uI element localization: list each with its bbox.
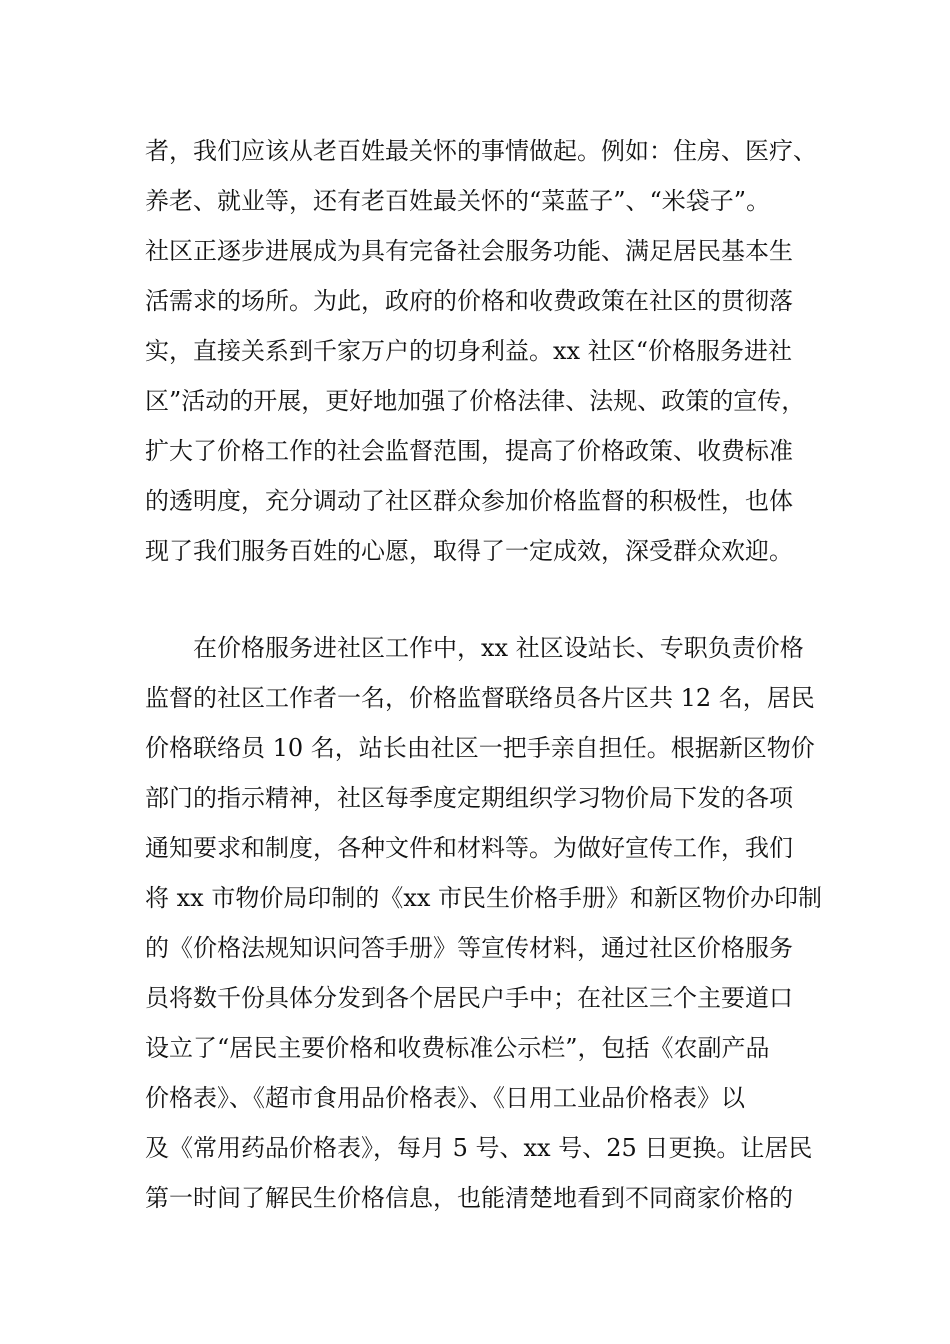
- text-line: 养老、就业等，还有老百姓最关怀的“菜蓝子”、“米袋子”。: [145, 187, 771, 215]
- text-line: 价格表》、《超市食用品价格表》、《日用工业品价格表》以: [145, 1084, 745, 1112]
- text-line: 价格联络员 10 名，站长由社区一把手亲自担任。根据新区物价: [145, 734, 815, 762]
- text-line: 设立了“居民主要价格和收费标准公示栏”，包括《农副产品: [145, 1034, 770, 1062]
- text-line: 部门的指示精神，社区每季度定期组织学习物价局下发的各项: [145, 784, 793, 812]
- text-line: 区”活动的开展，更好地加强了价格法律、法规、政策的宣传，: [145, 387, 806, 415]
- text-line: 者，我们应该从老百姓最关怀的事情做起。例如：住房、医疗、: [145, 137, 817, 165]
- text-line: 现了我们服务百姓的心愿，取得了一定成效，深受群众欢迎。: [145, 537, 793, 565]
- text-line: 通知要求和制度，各种文件和材料等。为做好宣传工作，我们: [145, 834, 793, 862]
- text-line: 活需求的场所。为此，政府的价格和收费政策在社区的贯彻落: [145, 287, 793, 315]
- text-line: 的《价格法规知识问答手册》等宣传材料，通过社区价格服务: [145, 934, 793, 962]
- text-line: 实，直接关系到千家万户的切身利益。xx 社区“价格服务进社: [145, 337, 792, 365]
- text-line: 第一时间了解民生价格信息，也能清楚地看到不同商家价格的: [145, 1184, 793, 1212]
- text-line: 在价格服务进社区工作中，xx 社区设站长、专职负责价格: [193, 634, 804, 662]
- text-line: 及《常用药品价格表》，每月 5 号、xx 号、25 日更换。让居民: [145, 1134, 813, 1162]
- text-line: 将 xx 市物价局印制的《xx 市民生价格手册》和新区物价办印制: [145, 884, 823, 912]
- text-line: 社区正逐步进展成为具有完备社会服务功能、满足居民基本生: [145, 237, 793, 265]
- text-line: 监督的社区工作者一名，价格监督联络员各片区共 12 名，居民: [145, 684, 815, 712]
- text-line: 的透明度，充分调动了社区群众参加价格监督的积极性，也体: [145, 487, 793, 515]
- text-line: 员将数千份具体分发到各个居民户手中；在社区三个主要道口: [145, 984, 793, 1012]
- text-line: 扩大了价格工作的社会监督范围，提高了价格政策、收费标准: [145, 437, 793, 465]
